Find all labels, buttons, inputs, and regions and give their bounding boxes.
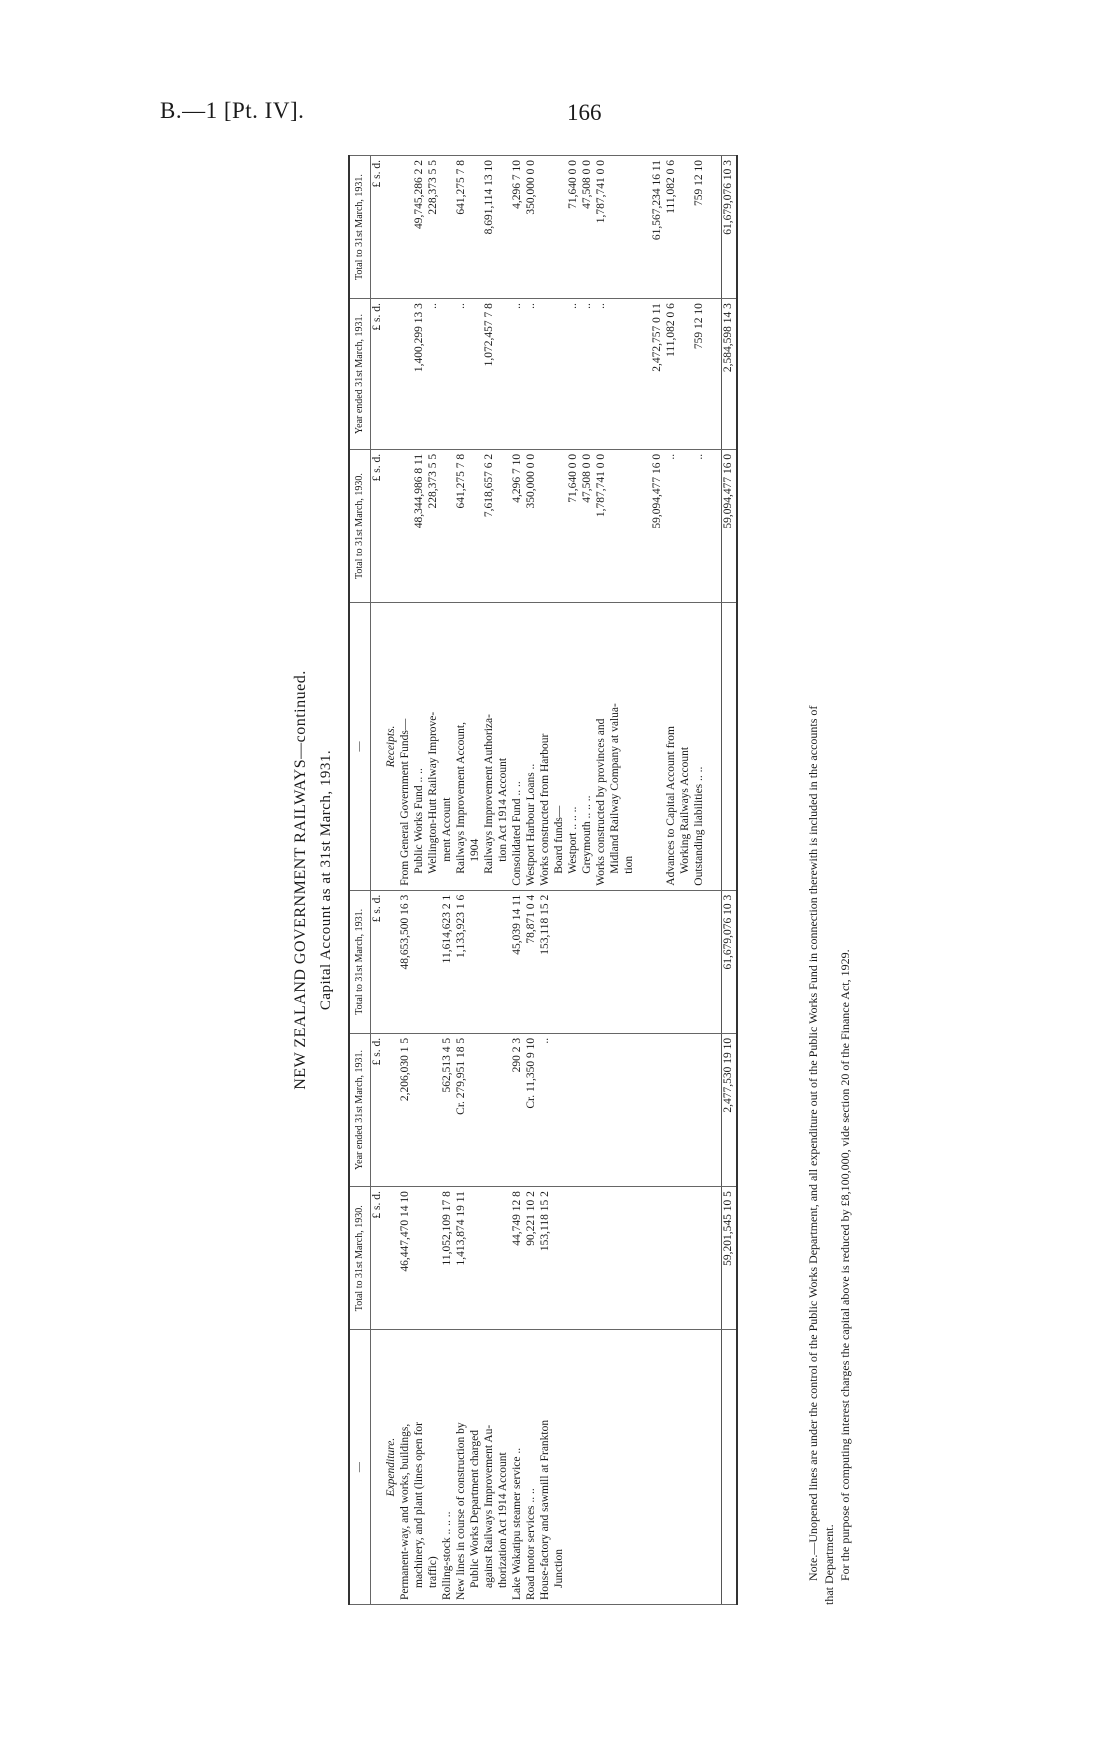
receipts-line: 1904	[469, 838, 481, 862]
amount-cell	[497, 895, 511, 1029]
amount-cell: 49,745,286 2 2	[413, 160, 425, 229]
totals-row	[722, 156, 737, 1605]
amount-cell	[707, 303, 721, 445]
amount-cell	[413, 895, 427, 1029]
amount-cell	[441, 303, 455, 445]
col-rec-total-1930: Total to 31st March, 1930.	[349, 449, 371, 602]
amount-cell: 45,039 14 11	[511, 894, 523, 955]
col-exp-year-1931: Year ended 31st March, 1931.	[349, 1033, 371, 1186]
lsd-unit-label: £ s. d.	[371, 894, 383, 923]
amount-cell: 71,640 0 0	[567, 453, 579, 503]
amount-cell: 562,513 4 5	[441, 1037, 453, 1093]
amount-cell: 90,221 10 2	[525, 1191, 537, 1246]
lsd-unit-label: £ s. d.	[371, 303, 383, 331]
table-body-row	[371, 156, 722, 1605]
page-ref: B.—1 [Pt. IV].	[160, 98, 305, 123]
receipts-line: Board funds—	[553, 805, 565, 874]
amount-cell: 228,373 5 5	[427, 160, 439, 215]
receipts-heading: Receipts.	[385, 725, 397, 768]
amount-cell	[553, 454, 567, 598]
amount-cell: ..	[427, 303, 439, 309]
amount-cell	[427, 1191, 441, 1325]
amount-cell	[497, 1191, 511, 1325]
receipts-line: Wellington-Hutt Railway Improve-	[427, 711, 439, 874]
amount-cell	[553, 1191, 567, 1325]
amount-cell	[623, 303, 637, 445]
amount-cell	[483, 1191, 497, 1325]
amount-cell: 111,082 0 6	[665, 160, 677, 214]
amount-cell	[483, 895, 497, 1029]
amount-cell	[637, 303, 651, 445]
expenditure-line: machinery, and plant (lines open for	[413, 1422, 425, 1588]
receipts-line: Westport Harbour Loans ..	[525, 763, 537, 886]
expenditure-line: Rolling-stock .. .. ..	[441, 1511, 453, 1600]
expenditure-items	[371, 1330, 722, 1605]
amount-cell	[553, 895, 567, 1029]
amount-cell	[539, 303, 553, 445]
amount-cell	[679, 454, 693, 598]
receipts-line: Working Railways Account	[679, 746, 691, 874]
expenditure-line: New lines in course of construction by	[455, 1422, 467, 1600]
amount-cell: ..	[581, 303, 593, 309]
expenditure-line: Lake Wakatipu steamer service ..	[511, 1447, 523, 1600]
amount-cell: 61,567,234 16 11	[651, 160, 663, 241]
amount-cell	[553, 1038, 567, 1182]
exp-year-1931-values	[371, 1033, 722, 1186]
amount-cell	[469, 1191, 483, 1325]
amount-cell	[483, 1038, 497, 1182]
amount-cell: 71,640 0 0	[567, 160, 579, 209]
amount-cell	[623, 160, 637, 294]
receipts-line: Westport .. .. ..	[567, 806, 579, 874]
expenditure-line: House-factory and sawmill at Frankton	[539, 1419, 551, 1600]
amount-cell: 2,206,030 1 5	[399, 1037, 411, 1102]
expenditure-line: against Railways Improvement Au-	[483, 1424, 495, 1588]
amount-cell	[469, 895, 483, 1029]
amount-cell: 1,787,741 0 0	[595, 160, 607, 224]
receipts-line: Railways Improvement Account,	[455, 722, 467, 874]
amount-cell	[427, 895, 441, 1029]
expenditure-line: Road motor services .. ..	[525, 1488, 537, 1600]
amount-cell	[413, 1191, 427, 1325]
lsd-unit-label: £ s. d.	[371, 160, 383, 188]
amount-cell: 641,275 7 8	[455, 453, 467, 509]
amount-cell	[441, 454, 455, 598]
receipts-line: From General Government Funds—	[399, 718, 411, 886]
exp-total-1931-values	[371, 890, 722, 1033]
amount-cell	[399, 303, 413, 445]
amount-cell: ..	[455, 303, 467, 309]
amount-cell	[539, 160, 553, 294]
rec-total-1930-sum: 59,094,477 16 0	[722, 449, 737, 602]
amount-cell	[637, 454, 651, 598]
amount-cell	[609, 303, 623, 445]
amount-cell: 46,447,470 14 10	[399, 1191, 411, 1272]
amount-cell	[637, 160, 651, 294]
exp-total-1930-sum: 59,201,545 10 5	[722, 1187, 737, 1330]
amount-cell: 1,787,741 0 0	[595, 453, 607, 518]
expenditure-heading: Expenditure.	[385, 1437, 397, 1497]
expenditure-line: Public Works Department charged	[469, 1429, 481, 1588]
expenditure-line: Junction	[553, 1549, 565, 1588]
amount-cell: 4,296 7 10	[511, 453, 523, 503]
amount-cell: Cr. 279,951 18 5	[455, 1037, 467, 1115]
amount-cell	[399, 454, 413, 598]
exp-total-1931-sum: 61,679,076 10 3	[722, 890, 737, 1033]
rec-total-1931-values	[371, 156, 722, 299]
amount-cell: 759 12 10	[693, 303, 705, 350]
amount-cell	[679, 160, 693, 294]
receipts-line: ment Account	[441, 797, 453, 862]
receipts-line: Greymouth .. .. ..	[581, 795, 593, 874]
rec-total-1931-sum: 61,679,076 10 3	[722, 156, 737, 299]
amount-cell: Cr. 11,350 9 10	[525, 1037, 537, 1109]
footnote-line: For the purpose of computing interest charges the capital above is reduced by £8,100,000, vide section 20 of the Finance Act, 1929.	[838, 949, 853, 1581]
rotated-sheet	[180, 155, 937, 1605]
page-number: 166	[567, 100, 602, 125]
amount-cell: 78,871 0 4	[525, 894, 537, 944]
amount-cell	[427, 1038, 441, 1182]
receipts-line: tion	[623, 855, 635, 874]
amount-cell: 48,653,500 16 3	[399, 894, 411, 970]
amount-cell: 1,072,457 7 8	[483, 303, 495, 367]
amount-cell: 759 12 10	[693, 160, 705, 206]
amount-cell	[707, 160, 721, 294]
col-receipts-item: —	[349, 603, 371, 891]
amount-cell: 11,052,109 17 8	[441, 1191, 453, 1266]
capital-account-table	[348, 155, 738, 1605]
amount-cell	[497, 303, 511, 445]
amount-cell	[707, 454, 721, 598]
lsd-unit-label: £ s. d.	[371, 1037, 383, 1066]
expenditure-line: Permanent-way, and works, buildings,	[399, 1423, 411, 1600]
amount-cell: 153,118 15 2	[539, 894, 551, 955]
receipts-line: Public Works Fund .. ..	[413, 768, 425, 874]
col-exp-total-1930: Total to 31st March, 1930.	[349, 1187, 371, 1330]
amount-cell	[399, 160, 413, 294]
col-expenditure-item: —	[349, 1330, 371, 1605]
amount-cell: 47,508 0 0	[581, 160, 593, 209]
receipts-line: Midland Railway Company at valua-	[609, 703, 621, 874]
col-rec-total-1931: Total to 31st March, 1931.	[349, 156, 371, 299]
receipts-line: Works constructed from Harbour	[539, 733, 551, 886]
amount-cell	[679, 303, 693, 445]
amount-cell: 228,373 5 5	[427, 453, 439, 509]
amount-cell	[553, 160, 567, 294]
receipts-line: Outstanding liabilities .. ..	[693, 766, 705, 886]
exp-year-1931-sum: 2,477,530 19 10	[722, 1033, 737, 1186]
amount-cell	[609, 454, 623, 598]
amount-cell: 1,400,299 13 3	[413, 303, 425, 373]
expenditure-line: thorization Act 1914 Account	[497, 1452, 509, 1588]
exp-total-1930-values	[371, 1187, 722, 1330]
amount-cell	[497, 160, 511, 294]
amount-cell: 641,275 7 8	[455, 160, 467, 215]
rec-total-1930-values	[371, 449, 722, 602]
amount-cell	[553, 303, 567, 445]
amount-cell	[469, 454, 483, 598]
col-rec-year-1931: Year ended 31st March, 1931.	[349, 299, 371, 450]
rec-year-1931-sum: 2,584,598 14 3	[722, 299, 737, 450]
amount-cell: ..	[567, 303, 579, 309]
document-subtitle: Capital Account as at 31st March, 1931.	[318, 749, 334, 1011]
amount-cell: ..	[665, 453, 677, 460]
amount-cell	[469, 160, 483, 294]
amount-cell: 153,118 15 2	[539, 1191, 551, 1252]
lsd-unit-label: £ s. d.	[371, 453, 383, 482]
header-row	[349, 156, 371, 1605]
amount-cell: 7,618,657 6 2	[483, 453, 495, 518]
amount-cell	[413, 1038, 427, 1182]
receipts-items	[371, 603, 722, 891]
amount-cell	[441, 160, 455, 294]
amount-cell: ..	[539, 1037, 551, 1044]
amount-cell: 2,472,757 0 11	[651, 303, 663, 372]
amount-cell: 4,296 7 10	[511, 160, 523, 209]
receipts-line: Consolidated Fund .. ..	[511, 781, 523, 886]
amount-cell: ..	[511, 303, 523, 309]
amount-cell: 290 2 3	[511, 1037, 523, 1073]
amount-cell: 59,094,477 16 0	[651, 453, 663, 529]
amount-cell	[469, 1038, 483, 1182]
amount-cell	[609, 160, 623, 294]
amount-cell	[469, 303, 483, 445]
document-title: NEW ZEALAND GOVERNMENT RAILWAYS—continued.	[292, 670, 309, 1090]
footnote-line: Note.—Unopened lines are under the control of the Public Works Department, and all expenditure out of the Public Works Fund in connection therewith is included in the accounts of	[806, 705, 820, 1581]
amount-cell	[497, 454, 511, 598]
amount-cell: 350,000 0 0	[525, 160, 537, 215]
footnote-line: that Department.	[822, 1524, 837, 1605]
footnote	[805, 155, 854, 1605]
amount-cell: ..	[525, 303, 537, 309]
amount-cell	[539, 454, 553, 598]
amount-cell	[497, 1038, 511, 1182]
receipts-line: Advances to Capital Account from	[665, 726, 677, 886]
amount-cell: 111,082 0 6	[665, 303, 677, 357]
lsd-unit-label: £ s. d.	[371, 1191, 383, 1219]
amount-cell	[623, 454, 637, 598]
receipts-line: Railways Improvement Authoriza-	[483, 714, 495, 874]
amount-cell: 8,691,114 13 10	[483, 160, 495, 235]
amount-cell: ..	[693, 453, 705, 460]
receipts-line: Works constructed by provinces and	[595, 718, 607, 886]
amount-cell: 1,413,874 19 11	[455, 1191, 467, 1266]
receipts-line: tion Act 1914 Account	[497, 757, 509, 862]
amount-cell: 11,614,623 2 1	[441, 894, 453, 964]
expenditure-line: traffic)	[427, 1556, 439, 1588]
col-exp-total-1931: Total to 31st March, 1931.	[349, 890, 371, 1033]
amount-cell: 47,508 0 0	[581, 453, 593, 503]
amount-cell: ..	[595, 303, 607, 309]
rec-year-1931-values	[371, 299, 722, 450]
amount-cell: 44,749 12 8	[511, 1191, 523, 1246]
amount-cell: 48,344,986 8 11	[413, 453, 425, 529]
amount-cell: 350,000 0 0	[525, 453, 537, 509]
amount-cell: 1,133,923 1 6	[455, 894, 467, 958]
